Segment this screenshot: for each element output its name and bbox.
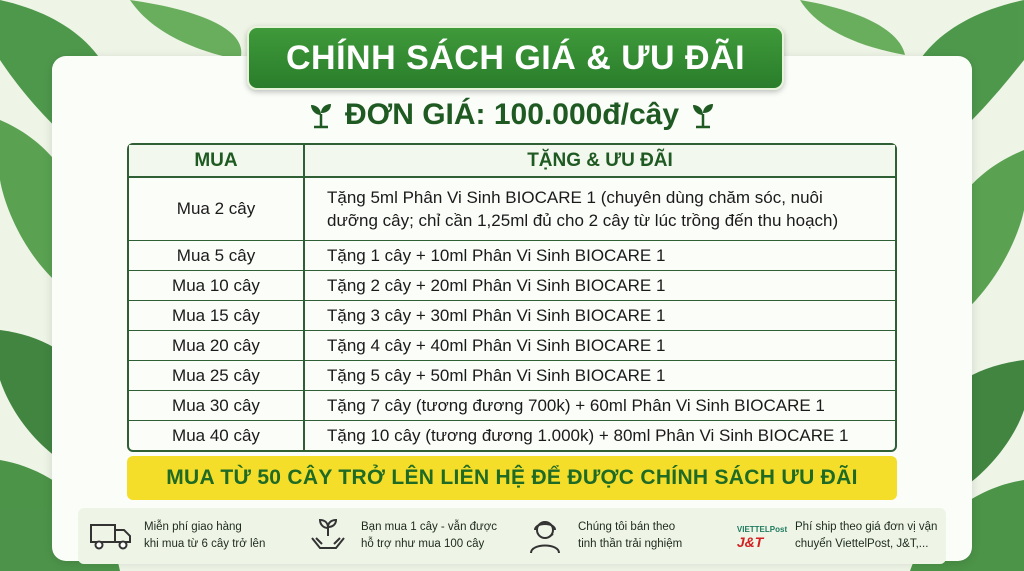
feature-support — [295, 508, 512, 564]
gift-cell: Tặng 5 cây + 50ml Phân Vi Sinh BIOCARE 1 — [305, 360, 895, 390]
gift-cell: Tặng 4 cây + 40ml Phân Vi Sinh BIOCARE 1 — [305, 330, 895, 360]
table-row — [129, 330, 895, 360]
feature-text-line2: tinh thần trải nghiệm — [578, 538, 683, 550]
offers-table — [127, 143, 897, 452]
table-row — [129, 300, 895, 330]
unit-price-line — [0, 94, 1024, 136]
gift-cell: Tặng 3 cây + 30ml Phân Vi Sinh BIOCARE 1 — [305, 300, 895, 330]
support-agent-icon — [522, 516, 568, 556]
shipping-brands-icon — [736, 516, 788, 556]
sprout-icon — [307, 101, 335, 129]
unit-price-text: ĐƠN GIÁ: 100.000đ/cây — [344, 98, 680, 131]
buy-cell: Mua 30 cây — [129, 390, 305, 420]
table-row — [129, 270, 895, 300]
feature-text-line2: hỗ trợ như mua 100 cây — [361, 538, 485, 550]
feature-shipping-fee — [729, 508, 946, 564]
buy-cell: Mua 2 cây — [129, 178, 305, 240]
feature-text-line2: chuyển ViettelPost, J&T,... — [795, 538, 929, 550]
column-header-buy: MUA — [129, 145, 305, 178]
buy-cell: Mua 25 cây — [129, 360, 305, 390]
footer-features — [78, 508, 946, 564]
gift-cell: Tặng 1 cây + 10ml Phân Vi Sinh BIOCARE 1 — [305, 240, 895, 270]
feature-free-shipping — [78, 508, 295, 564]
table-row — [129, 390, 895, 420]
jt-logo: J&T — [736, 534, 764, 550]
page-title: CHÍNH SÁCH GIÁ & ƯU ĐÃI — [247, 26, 784, 90]
gift-cell: Tặng 7 cây (tương đương 700k) + 60ml Phân Vi Sinh BIOCARE 1 — [305, 390, 895, 420]
buy-cell: Mua 20 cây — [129, 330, 305, 360]
gift-cell: Tặng 10 cây (tương đương 1.000k) + 80ml Phân Vi Sinh BIOCARE 1 — [305, 420, 895, 450]
truck-icon — [88, 516, 134, 556]
feature-text-line1: Phí ship theo giá đơn vị vận — [795, 521, 938, 533]
table-row — [129, 420, 895, 450]
gift-cell: Tặng 5ml Phân Vi Sinh BIOCARE 1 (chuyên dùng chăm sóc, nuôi dưỡng cây; chỉ cần 1,25ml đủ cho 2 cây từ lúc trồng đến thu hoạch) — [327, 188, 839, 230]
buy-cell: Mua 40 cây — [129, 420, 305, 450]
column-header-gift: TẶNG & ƯU ĐÃI — [305, 145, 895, 178]
viettelpost-logo: VIETTELPost — [736, 525, 788, 534]
feature-experience — [512, 508, 729, 564]
table-row — [129, 240, 895, 270]
feature-text-line2: khi mua từ 6 cây trở lên — [144, 538, 266, 550]
sprout-icon — [689, 101, 717, 129]
buy-cell: Mua 15 cây — [129, 300, 305, 330]
contact-cta-banner: MUA TỪ 50 CÂY TRỞ LÊN LIÊN HỆ ĐỂ ĐƯỢC CHÍNH SÁCH ƯU ĐÃI — [127, 456, 897, 500]
buy-cell: Mua 5 cây — [129, 240, 305, 270]
feature-text-line1: Chúng tôi bán theo — [578, 521, 676, 533]
feature-text-line1: Miễn phí giao hàng — [144, 521, 242, 533]
buy-cell: Mua 10 cây — [129, 270, 305, 300]
hands-plant-icon — [305, 516, 351, 556]
table-row — [129, 178, 895, 240]
feature-text-line1: Bạn mua 1 cây - vẫn được — [361, 521, 498, 533]
table-row — [129, 360, 895, 390]
gift-cell: Tặng 2 cây + 20ml Phân Vi Sinh BIOCARE 1 — [305, 270, 895, 300]
